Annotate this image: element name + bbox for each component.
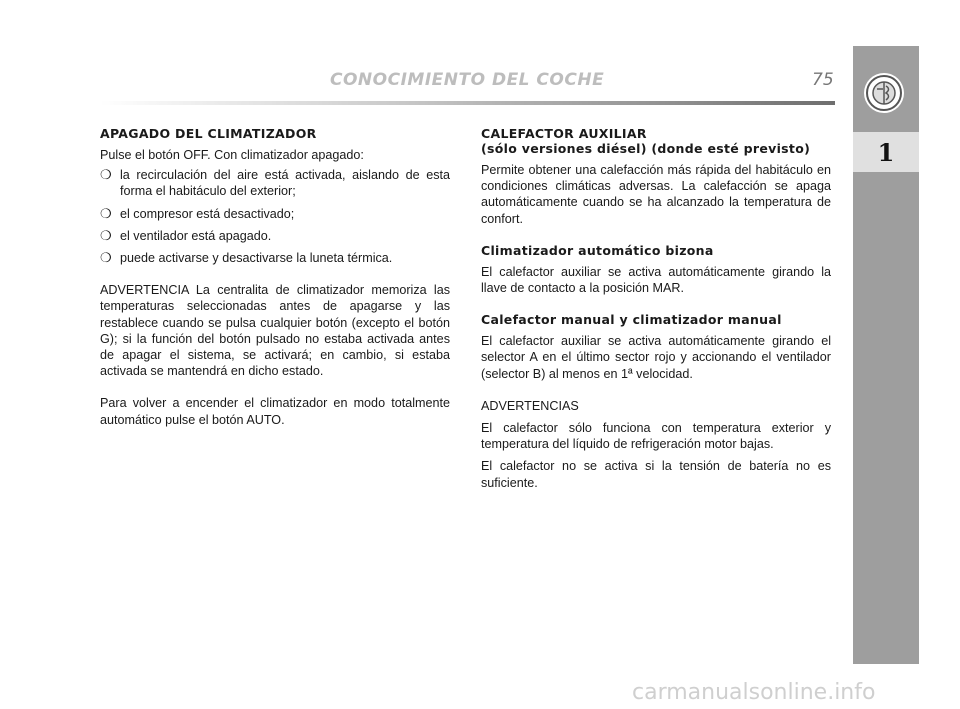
warnings-label: ADVERTENCIAS — [481, 398, 579, 413]
warning-paragraph: El calefactor no se activa si la tensión de batería no es suficiente. — [481, 459, 831, 490]
page-header-title: CONOCIMIENTO DEL COCHE — [330, 70, 605, 90]
bullet-circle-icon: ❍ — [100, 227, 112, 243]
bullet-circle-icon: ❍ — [100, 205, 112, 221]
paragraph: El calefactor auxiliar se activa automáticamente girando el selector A en el último sector rojo y accionando el ventilador (selector B) al menos en 1ª velocidad. — [481, 334, 831, 381]
subsection-heading: Climatizador automático bizona — [481, 242, 714, 258]
list-item — [100, 206, 450, 222]
right-column — [481, 126, 831, 491]
section-heading — [481, 126, 831, 156]
warning-paragraph: El calefactor sólo funciona con temperatura exterior y temperatura del líquido de refrigeración motor bajas. — [481, 421, 831, 452]
list-item — [100, 228, 450, 244]
subsection-heading: Calefactor manual y climatizador manual — [481, 312, 782, 328]
bullet-circle-icon: ❍ — [100, 250, 112, 266]
section-heading-line: CALEFACTOR AUXILIAR — [481, 126, 647, 141]
page-number: 75 — [812, 70, 834, 90]
paragraph: Pulse el botón OFF. Con climatizador apagado: — [100, 148, 364, 162]
list-item-text: puede activarse y desactivarse la luneta térmica. — [120, 251, 393, 266]
paragraph: El calefactor auxiliar se activa automáticamente girando la llave de contacto a la posición MAR. — [481, 264, 831, 296]
list-item — [100, 167, 450, 199]
bullet-circle-icon: ❍ — [100, 167, 112, 183]
list-item-text: el ventilador está apagado. — [120, 228, 272, 243]
paragraph: Permite obtener una calefacción más rápida del habitáculo en condiciones climáticas adversas. La calefacción se apaga automáticamente cuando se ha alcanzado la temperatura de confort. — [481, 163, 831, 226]
header-rule — [100, 101, 835, 105]
list-item-text: la recirculación del aire está activada, aislando de esta forma el habitáculo del exterior; — [120, 168, 450, 199]
section-heading: APAGADO DEL CLIMATIZADOR — [100, 126, 317, 141]
alfa-romeo-logo-icon — [863, 72, 905, 114]
watermark: carmanualsonline.info — [632, 680, 876, 705]
list-item — [100, 250, 450, 266]
left-column — [100, 126, 450, 428]
chapter-tab: 1 — [853, 132, 919, 172]
bullet-list — [100, 167, 450, 266]
list-item-text: el compresor está desactivado; — [120, 206, 295, 221]
paragraph: Para volver a encender el climatizador en modo totalmente automático pulse el botón AUTO. — [100, 396, 450, 427]
warning-paragraph: ADVERTENCIA La centralita de climatizador memoriza las temperaturas seleccionadas antes de apagarse y las restablece cuando se pulsa cualquier botón (excepto el botón G); si la función del botón pulsado no estaba activada antes de apagar el sistema, se activará; en cambio, si estaba activada se mantendrá en dicho estado. — [100, 283, 450, 379]
section-heading-line: (sólo versiones diésel) (donde esté previsto) — [481, 141, 811, 156]
